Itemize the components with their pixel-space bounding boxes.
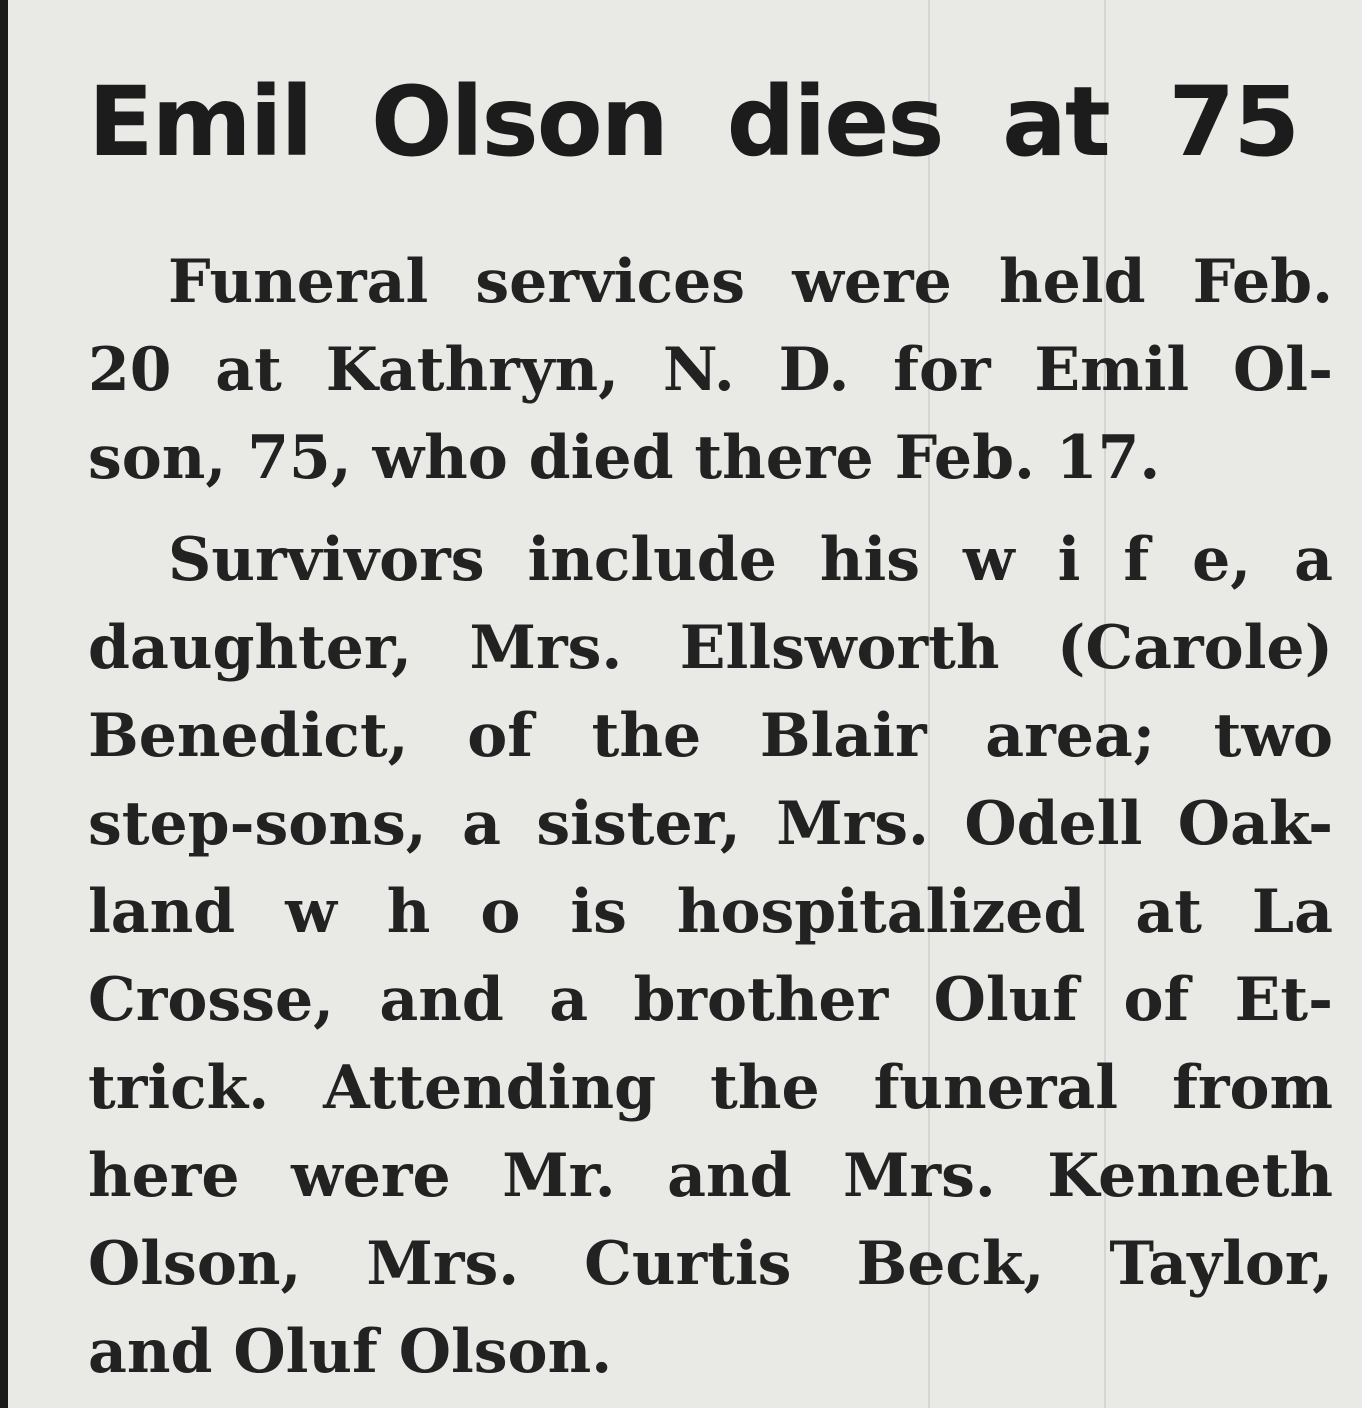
text-line: and Oluf Olson. (88, 1317, 613, 1387)
text-line: Crosse, and a brother Oluf of Et- (88, 965, 1333, 1035)
paragraph-gap (88, 502, 1333, 516)
text-line: land w h o is hospitalized at La (88, 877, 1333, 947)
text-line: Olson, Mrs. Curtis Beck, Taylor, (88, 1229, 1333, 1299)
headline: Emil Olson dies at 75 (88, 66, 1298, 178)
text-line: Survivors include his w i f e, a (168, 525, 1333, 595)
newspaper-clipping (8, 0, 1362, 1408)
text-line: Benedict, of the Blair area; two (88, 701, 1333, 771)
text-line: son, 75, who died there Feb. 17. (88, 423, 1161, 493)
text-line: step-sons, a sister, Mrs. Odell Oak- (88, 789, 1333, 859)
text-line: here were Mr. and Mrs. Kenneth (88, 1141, 1333, 1211)
text-line: Funeral services were held Feb. (168, 247, 1333, 317)
text-line: trick. Attending the funeral from (88, 1053, 1333, 1123)
paragraph-1 (88, 238, 1333, 502)
text-line: daughter, Mrs. Ellsworth (Carole) (88, 613, 1333, 683)
text-line: 20 at Kathryn, N. D. for Emil Ol- (88, 335, 1333, 405)
paragraph-2 (88, 516, 1333, 1396)
article-body (88, 238, 1333, 1396)
